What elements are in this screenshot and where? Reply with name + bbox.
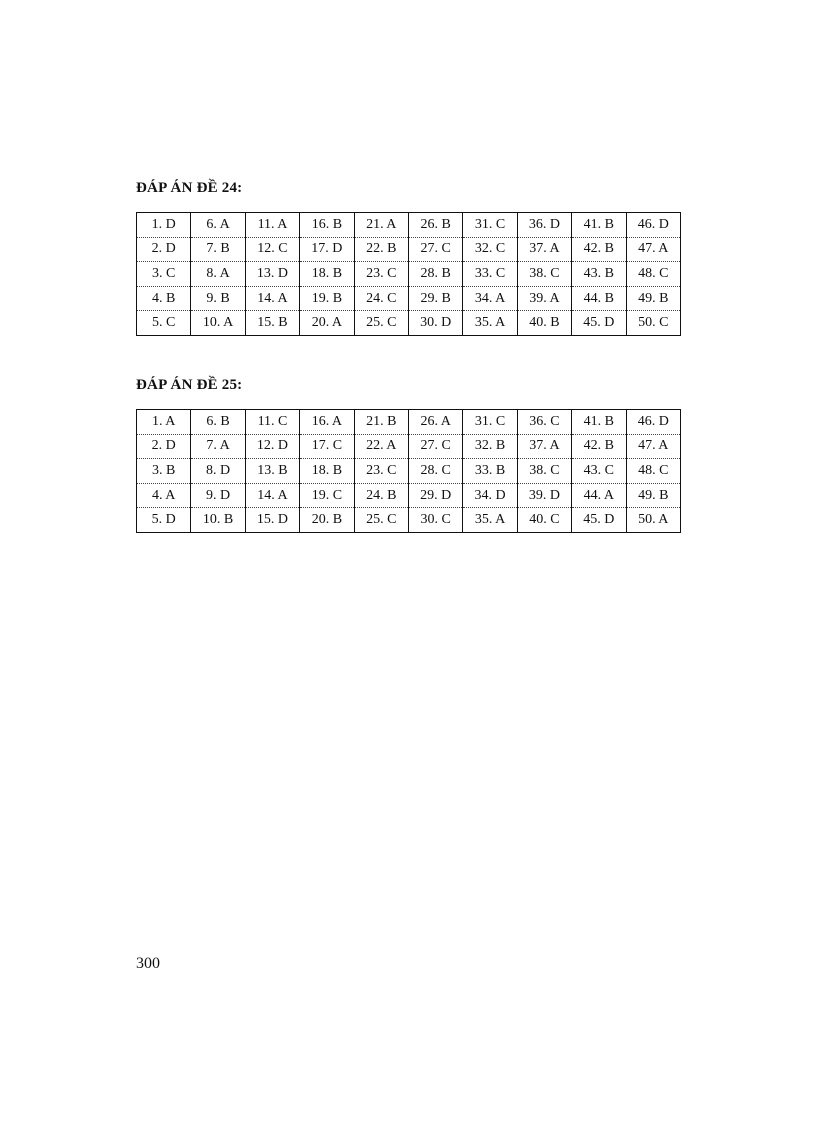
answer-cell: 34. D xyxy=(463,483,517,508)
answer-cell: 4. B xyxy=(137,286,191,311)
answer-cell: 20. A xyxy=(300,311,354,336)
answer-cell: 11. C xyxy=(245,410,299,435)
answer-cell: 14. A xyxy=(245,483,299,508)
answer-cell: 31. C xyxy=(463,213,517,238)
answer-cell: 23. C xyxy=(354,262,408,287)
answer-cell: 31. C xyxy=(463,410,517,435)
answer-cell: 4. A xyxy=(137,483,191,508)
answer-cell: 5. D xyxy=(137,508,191,533)
answer-cell: 39. D xyxy=(517,483,571,508)
answer-cell: 36. D xyxy=(517,213,571,238)
answer-cell: 42. B xyxy=(572,434,626,459)
answer-cell: 12. C xyxy=(245,237,299,262)
table-row xyxy=(137,262,681,287)
answer-cell: 37. A xyxy=(517,237,571,262)
answer-cell: 38. C xyxy=(517,459,571,484)
answer-table-de-24 xyxy=(136,212,681,336)
answer-cell: 30. C xyxy=(408,508,462,533)
answer-cell: 43. B xyxy=(572,262,626,287)
answer-cell: 19. B xyxy=(300,286,354,311)
answer-cell: 49. B xyxy=(626,286,680,311)
answer-cell: 21. B xyxy=(354,410,408,435)
answer-cell: 18. B xyxy=(300,262,354,287)
answer-cell: 46. D xyxy=(626,410,680,435)
answer-cell: 32. C xyxy=(463,237,517,262)
answer-cell: 6. A xyxy=(191,213,245,238)
answer-cell: 25. C xyxy=(354,508,408,533)
section-title-de-24: ĐÁP ÁN ĐỀ 24: xyxy=(136,180,243,196)
answer-cell: 2. D xyxy=(137,434,191,459)
answer-cell: 33. B xyxy=(463,459,517,484)
answer-cell: 47. A xyxy=(626,237,680,262)
answer-cell: 48. C xyxy=(626,262,680,287)
answer-cell: 36. C xyxy=(517,410,571,435)
answer-cell: 10. B xyxy=(191,508,245,533)
answer-cell: 41. B xyxy=(572,213,626,238)
answer-cell: 7. A xyxy=(191,434,245,459)
answer-cell: 17. C xyxy=(300,434,354,459)
answer-cell: 35. A xyxy=(463,508,517,533)
answer-cell: 30. D xyxy=(408,311,462,336)
answer-cell: 26. B xyxy=(408,213,462,238)
answer-cell: 3. B xyxy=(137,459,191,484)
table-row xyxy=(137,483,681,508)
answer-cell: 6. B xyxy=(191,410,245,435)
answer-cell: 33. C xyxy=(463,262,517,287)
answer-cell: 25. C xyxy=(354,311,408,336)
answer-cell: 29. D xyxy=(408,483,462,508)
table-row xyxy=(137,434,681,459)
answer-cell: 23. C xyxy=(354,459,408,484)
answer-cell: 28. B xyxy=(408,262,462,287)
table-row xyxy=(137,459,681,484)
answer-cell: 9. D xyxy=(191,483,245,508)
answer-cell: 26. A xyxy=(408,410,462,435)
answer-cell: 8. D xyxy=(191,459,245,484)
answer-cell: 40. B xyxy=(517,311,571,336)
answer-cell: 12. D xyxy=(245,434,299,459)
answer-table-de-25 xyxy=(136,409,681,533)
answer-cell: 16. A xyxy=(300,410,354,435)
answer-cell: 21. A xyxy=(354,213,408,238)
answer-cell: 22. A xyxy=(354,434,408,459)
answer-cell: 27. C xyxy=(408,237,462,262)
table-row xyxy=(137,213,681,238)
table-row xyxy=(137,286,681,311)
answer-cell: 42. B xyxy=(572,237,626,262)
answer-cell: 45. D xyxy=(572,508,626,533)
answer-cell: 40. C xyxy=(517,508,571,533)
answer-cell: 43. C xyxy=(572,459,626,484)
answer-cell: 19. C xyxy=(300,483,354,508)
answer-cell: 1. A xyxy=(137,410,191,435)
answer-cell: 50. C xyxy=(626,311,680,336)
answer-cell: 15. D xyxy=(245,508,299,533)
answer-cell: 48. C xyxy=(626,459,680,484)
page-number: 300 xyxy=(136,955,160,972)
answer-cell: 14. A xyxy=(245,286,299,311)
answer-cell: 29. B xyxy=(408,286,462,311)
answer-cell: 32. B xyxy=(463,434,517,459)
table-row xyxy=(137,311,681,336)
answer-cell: 17. D xyxy=(300,237,354,262)
table-row xyxy=(137,508,681,533)
table-row xyxy=(137,410,681,435)
answer-cell: 15. B xyxy=(245,311,299,336)
answer-cell: 41. B xyxy=(572,410,626,435)
answer-cell: 50. A xyxy=(626,508,680,533)
answer-cell: 1. D xyxy=(137,213,191,238)
answer-cell: 9. B xyxy=(191,286,245,311)
answer-cell: 13. B xyxy=(245,459,299,484)
answer-cell: 24. B xyxy=(354,483,408,508)
answer-cell: 3. C xyxy=(137,262,191,287)
section-title-de-25: ĐÁP ÁN ĐỀ 25: xyxy=(136,377,243,393)
answer-cell: 37. A xyxy=(517,434,571,459)
answer-cell: 44. B xyxy=(572,286,626,311)
answer-cell: 10. A xyxy=(191,311,245,336)
answer-cell: 38. C xyxy=(517,262,571,287)
table-row xyxy=(137,237,681,262)
answer-cell: 5. C xyxy=(137,311,191,336)
answer-cell: 24. C xyxy=(354,286,408,311)
answer-cell: 44. A xyxy=(572,483,626,508)
answer-cell: 35. A xyxy=(463,311,517,336)
answer-cell: 28. C xyxy=(408,459,462,484)
answer-cell: 13. D xyxy=(245,262,299,287)
answer-cell: 45. D xyxy=(572,311,626,336)
answer-cell: 22. B xyxy=(354,237,408,262)
answer-cell: 47. A xyxy=(626,434,680,459)
answer-cell: 11. A xyxy=(245,213,299,238)
answer-cell: 46. D xyxy=(626,213,680,238)
answer-cell: 49. B xyxy=(626,483,680,508)
answer-cell: 20. B xyxy=(300,508,354,533)
answer-cell: 39. A xyxy=(517,286,571,311)
answer-cell: 27. C xyxy=(408,434,462,459)
answer-cell: 7. B xyxy=(191,237,245,262)
answer-cell: 18. B xyxy=(300,459,354,484)
answer-cell: 2. D xyxy=(137,237,191,262)
answer-cell: 16. B xyxy=(300,213,354,238)
answer-cell: 8. A xyxy=(191,262,245,287)
answer-cell: 34. A xyxy=(463,286,517,311)
